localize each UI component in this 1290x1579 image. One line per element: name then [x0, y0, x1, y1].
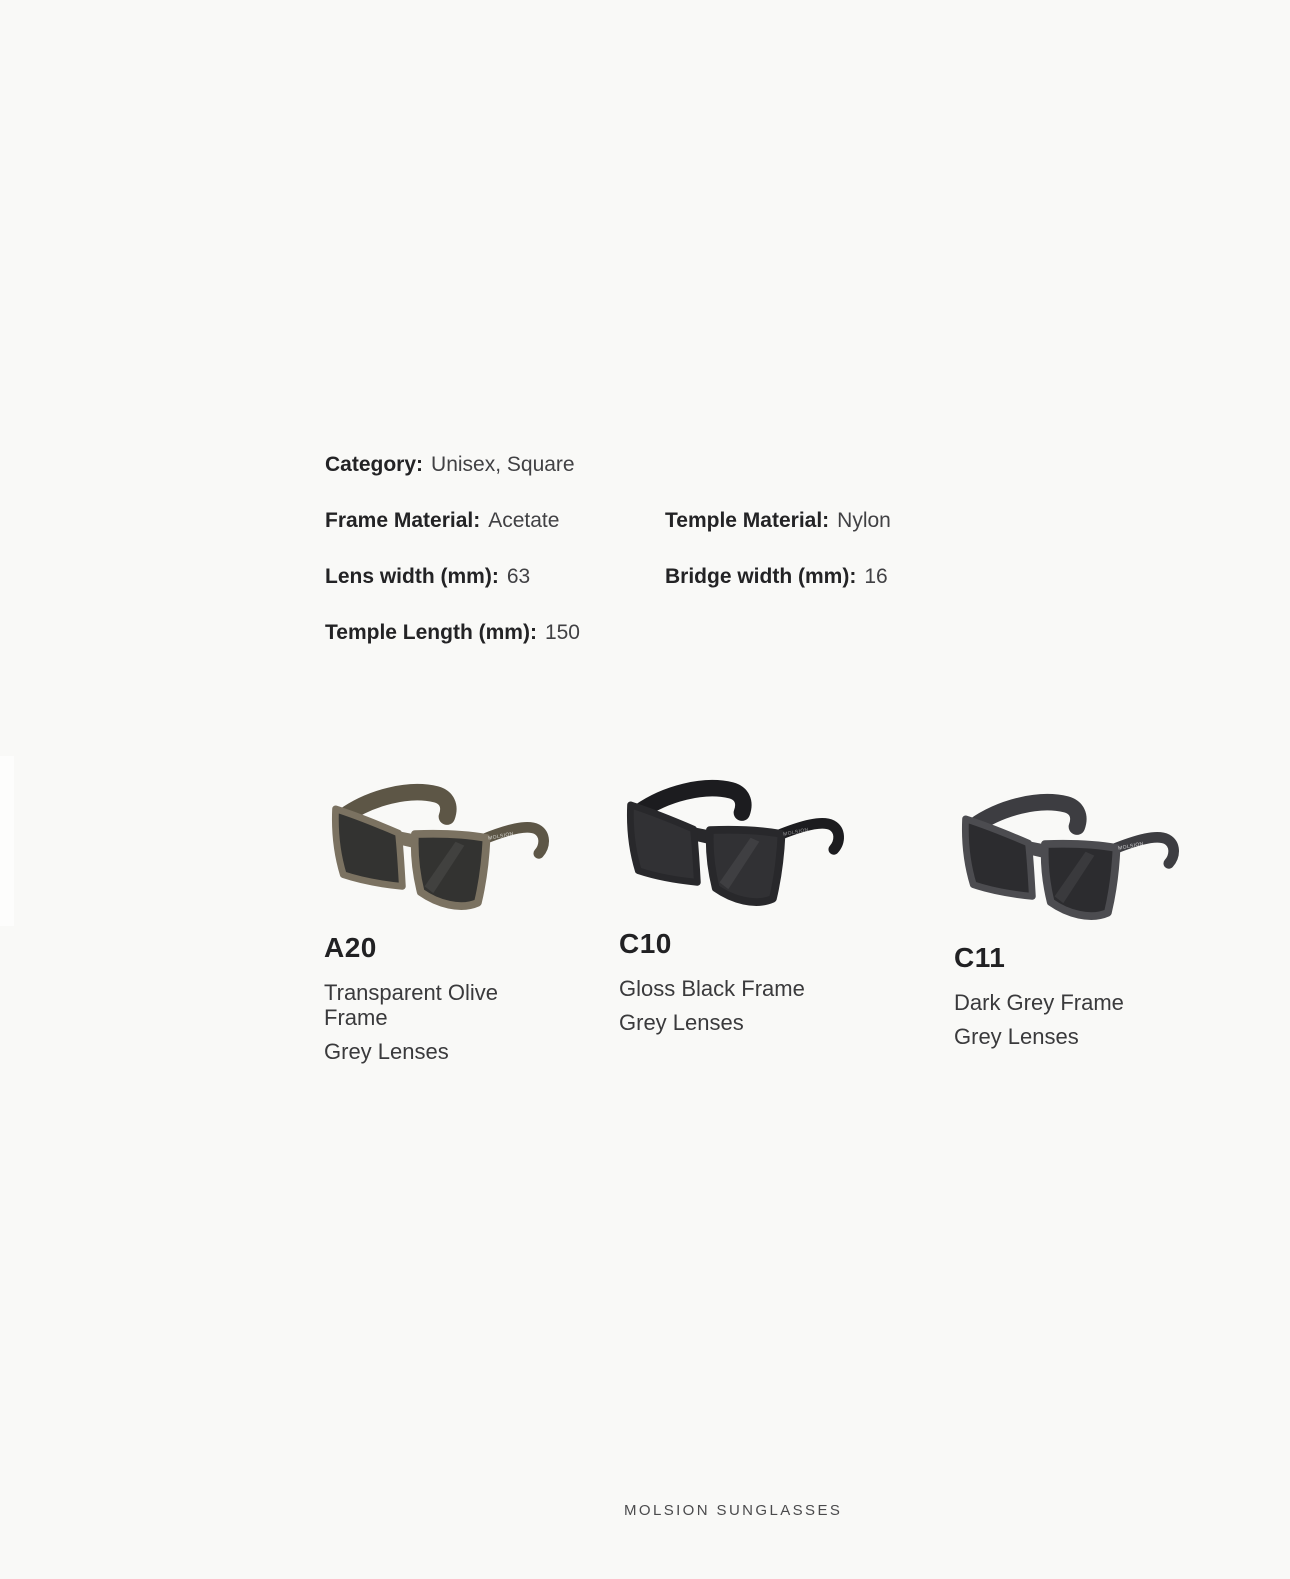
temple-logo-text: MOLSION	[487, 831, 515, 842]
spec-bridge-width	[665, 564, 891, 620]
product-frame-desc: Dark Grey Frame	[954, 990, 1124, 1015]
spec-value: Acetate	[488, 509, 560, 532]
spec-label: Temple Material:	[665, 509, 830, 532]
product-description	[954, 990, 1169, 1049]
spec-label: Lens width (mm):	[325, 565, 499, 588]
near-temple-arm	[638, 788, 743, 812]
product-lens-desc: Grey Lenses	[324, 1039, 449, 1064]
page-edge-artifact	[0, 756, 14, 926]
near-temple-arm	[343, 792, 448, 816]
product-card-c11	[948, 786, 1200, 1058]
spec-label: Bridge width (mm):	[665, 565, 857, 588]
left-lens	[335, 809, 402, 886]
product-code: C10	[619, 928, 672, 959]
spec-label: Category:	[325, 453, 424, 476]
spec-value: 63	[506, 565, 531, 588]
spec-label: Temple Length (mm):	[325, 621, 537, 644]
product-card-c10	[613, 772, 865, 1044]
spec-temple-material	[665, 508, 891, 564]
product-frame-desc: Transparent Olive Frame	[324, 980, 499, 1030]
spec-lens-width	[325, 564, 665, 620]
sunglasses-photo	[613, 772, 863, 922]
spec-category	[325, 452, 891, 508]
left-lens	[965, 819, 1032, 896]
right-lens	[1045, 844, 1117, 916]
spec-value: Unisex, Square	[431, 453, 575, 476]
product-lens-desc: Grey Lenses	[619, 1010, 744, 1035]
sunglasses-photo	[948, 786, 1198, 936]
right-lens	[710, 830, 782, 902]
temple-logo-text: MOLSION	[1117, 841, 1145, 852]
spec-frame-material	[325, 508, 665, 564]
product-lens-desc: Grey Lenses	[954, 1024, 1079, 1049]
product-description	[619, 976, 834, 1035]
spec-value: 150	[544, 621, 580, 644]
product-code: C11	[954, 942, 1006, 973]
near-temple-arm	[973, 802, 1078, 826]
spec-temple-length	[325, 620, 891, 676]
left-lens	[630, 805, 697, 882]
spec-value: 16	[864, 565, 888, 588]
temple-logo-text: MOLSION	[782, 827, 810, 838]
page-footer: MOLSION SUNGLASSES	[624, 1502, 843, 1519]
spec-label: Frame Material:	[325, 509, 481, 532]
product-description	[324, 980, 539, 1064]
spec-list	[325, 452, 891, 676]
spec-value: Nylon	[837, 509, 891, 532]
product-card-a20	[318, 776, 570, 1073]
product-code: A20	[324, 932, 377, 963]
sunglasses-photo	[318, 776, 568, 926]
product-frame-desc: Gloss Black Frame	[619, 976, 805, 1001]
right-lens	[415, 834, 487, 906]
